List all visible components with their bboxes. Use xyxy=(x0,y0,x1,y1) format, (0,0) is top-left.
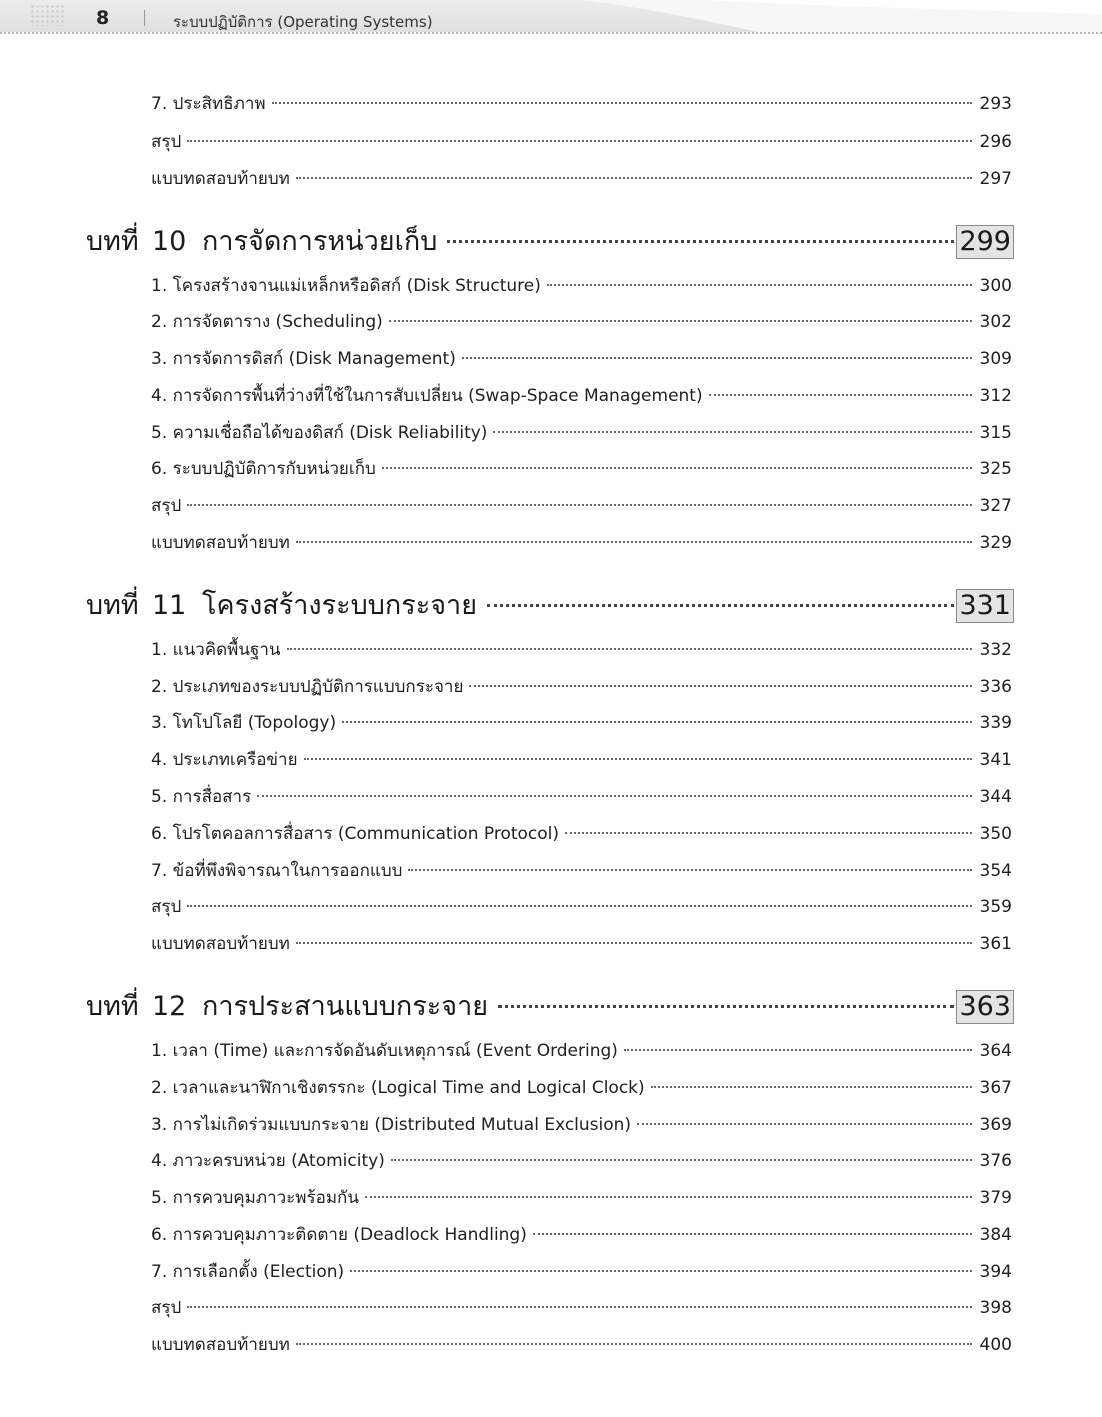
toc-entry[interactable] xyxy=(151,675,1012,699)
toc-entry[interactable] xyxy=(151,531,1012,555)
toc-entry-label: แบบทดสอบท้ายบท xyxy=(151,1335,290,1355)
dot-leader xyxy=(272,102,972,104)
toc-entry-label: 1. แนวคิดพื้นฐาน xyxy=(151,640,281,660)
toc-entry-label: 6. ระบบปฏิบัติการกับหน่วยเก็บ xyxy=(151,459,376,479)
toc-entry-page: 359 xyxy=(979,897,1012,917)
toc-entry-page: 379 xyxy=(979,1188,1012,1208)
toc-entry-label: แบบทดสอบท้ายบท xyxy=(151,934,290,954)
toc-entry-page: 293 xyxy=(979,94,1012,114)
dot-leader xyxy=(624,1049,972,1051)
toc-entry[interactable] xyxy=(151,1186,1012,1210)
toc-entry-page: 296 xyxy=(979,132,1012,152)
toc-entry-label: 2. ประเภทของระบบปฏิบัติการแบบกระจาย xyxy=(151,677,464,697)
toc-entry-page: 361 xyxy=(979,934,1012,954)
toc-entry[interactable] xyxy=(151,1149,1012,1173)
toc-entry-label: 4. ภาวะครบหน่วย (Atomicity) xyxy=(151,1151,385,1171)
toc-entry[interactable] xyxy=(151,1039,1012,1063)
toc-entry[interactable] xyxy=(151,1076,1012,1100)
toc-entry-label: สรุป xyxy=(151,897,182,917)
header-separator xyxy=(144,10,145,26)
toc-entry-page: 384 xyxy=(979,1225,1012,1245)
toc-entry[interactable] xyxy=(151,92,1012,116)
toc-entry-page: 325 xyxy=(979,459,1012,479)
dot-leader xyxy=(637,1123,972,1125)
toc-entry[interactable] xyxy=(151,457,1012,481)
toc-entry[interactable] xyxy=(151,748,1012,772)
toc-entry-label: แบบทดสอบท้ายบท xyxy=(151,169,290,189)
toc-entry[interactable] xyxy=(151,1113,1012,1137)
toc-entry-page: 300 xyxy=(979,276,1012,296)
chapter-prefix: บทที่ xyxy=(86,226,139,257)
toc-entry[interactable] xyxy=(151,859,1012,883)
toc-entry[interactable] xyxy=(151,822,1012,846)
toc-entry[interactable] xyxy=(151,494,1012,518)
toc-entry-page: 394 xyxy=(979,1262,1012,1282)
toc-entry-page: 302 xyxy=(979,312,1012,332)
dot-leader xyxy=(447,240,954,243)
toc-entry-label: 5. ความเชื่อถือได้ของดิสก์ (Disk Reliability) xyxy=(151,423,488,443)
dot-leader xyxy=(304,758,972,760)
dot-leader xyxy=(296,1343,972,1345)
chapter-page-box: 299 xyxy=(956,225,1014,259)
toc-entry-label: 2. การจัดตาราง (Scheduling) xyxy=(151,312,383,332)
chapter-prefix: บทที่ xyxy=(86,590,139,621)
toc-entry-page: 350 xyxy=(979,824,1012,844)
dot-leader xyxy=(257,795,972,797)
toc-entry-label: 3. การจัดการดิสก์ (Disk Management) xyxy=(151,349,456,369)
toc-entry-label: 3. โทโปโลยี (Topology) xyxy=(151,713,337,733)
chapter-title: โครงสร้างระบบกระจาย xyxy=(202,590,478,621)
dot-leader xyxy=(408,869,972,871)
dot-leader xyxy=(709,394,972,396)
toc-entry[interactable] xyxy=(151,1333,1012,1357)
toc-entry-label: 4. การจัดการพื้นที่ว่างที่ใช้ในการสับเปลี่ยน (Swap-Space Management) xyxy=(151,386,703,406)
toc-entry-label: 6. โปรโตคอลการสื่อสาร (Communication Protocol) xyxy=(151,824,560,844)
toc-entry-page: 344 xyxy=(979,787,1012,807)
toc-entry-label: สรุป xyxy=(151,132,182,152)
toc-entry-page: 297 xyxy=(979,169,1012,189)
toc-entry[interactable] xyxy=(151,384,1012,408)
chapter-heading-11[interactable] xyxy=(86,586,1014,626)
page-header xyxy=(0,0,1102,36)
toc-entry[interactable] xyxy=(151,932,1012,956)
dot-leader xyxy=(296,541,972,543)
toc-entry-label: 7. ข้อที่พึงพิจารณาในการออกแบบ xyxy=(151,861,403,881)
dot-leader xyxy=(187,140,972,142)
dot-leader xyxy=(533,1233,972,1235)
toc-entry[interactable] xyxy=(151,1223,1012,1247)
toc-entry-page: 341 xyxy=(979,750,1012,770)
toc-entry[interactable] xyxy=(151,895,1012,919)
page-number: 8 xyxy=(96,7,110,29)
dot-leader xyxy=(296,177,972,179)
dot-leader xyxy=(187,1306,972,1308)
dot-leader xyxy=(296,942,972,944)
dot-leader xyxy=(382,467,972,469)
running-title: ระบบปฏิบัติการ (Operating Systems) xyxy=(173,13,433,31)
toc-entry-page: 336 xyxy=(979,677,1012,697)
chapter-title: การจัดการหน่วยเก็บ xyxy=(202,226,438,257)
toc-entry-label: 2. เวลาและนาฬิกาเชิงตรรกะ (Logical Time and Logical Clock) xyxy=(151,1078,645,1098)
toc-entry-page: 367 xyxy=(979,1078,1012,1098)
toc-entry[interactable] xyxy=(151,167,1012,191)
toc-entry[interactable] xyxy=(151,711,1012,735)
toc-entry-page: 354 xyxy=(979,861,1012,881)
dot-leader xyxy=(391,1159,972,1161)
toc-entry-page: 327 xyxy=(979,496,1012,516)
chapter-page-box: 363 xyxy=(956,990,1014,1024)
toc-entry-page: 332 xyxy=(979,640,1012,660)
dot-leader xyxy=(350,1270,972,1272)
toc-entry-label: 4. ประเภทเครือข่าย xyxy=(151,750,298,770)
header-swoosh-decoration xyxy=(0,0,1102,32)
dot-leader xyxy=(651,1086,972,1088)
chapter-title: การประสานแบบกระจาย xyxy=(202,991,489,1022)
dot-leader xyxy=(365,1196,972,1198)
toc-entry-label: 6. การควบคุมภาวะติดตาย (Deadlock Handling) xyxy=(151,1225,527,1245)
toc-entry-label: แบบทดสอบท้ายบท xyxy=(151,533,290,553)
toc-entry-page: 400 xyxy=(979,1335,1012,1355)
toc-entry-page: 339 xyxy=(979,713,1012,733)
dot-leader xyxy=(342,721,972,723)
toc-entry[interactable] xyxy=(151,1260,1012,1284)
dot-leader xyxy=(187,504,972,506)
toc-entry-label: สรุป xyxy=(151,496,182,516)
toc-entry[interactable] xyxy=(151,638,1012,662)
header-dot-pattern xyxy=(30,4,64,26)
dot-leader xyxy=(565,832,972,834)
dot-leader xyxy=(487,604,954,607)
dot-leader xyxy=(547,284,972,286)
toc-entry-label: 1. เวลา (Time) และการจัดอันดับเหตุการณ์ (Event Ordering) xyxy=(151,1041,618,1061)
toc-entry-label: สรุป xyxy=(151,1298,182,1318)
toc-entry[interactable] xyxy=(151,421,1012,445)
toc-entry[interactable] xyxy=(151,347,1012,371)
toc-entry[interactable] xyxy=(151,1296,1012,1320)
chapter-number: 11 xyxy=(152,590,187,621)
chapter-prefix: บทที่ xyxy=(86,991,139,1022)
toc-entry-page: 309 xyxy=(979,349,1012,369)
chapter-number: 12 xyxy=(152,991,187,1022)
toc-entry[interactable] xyxy=(151,310,1012,334)
dot-leader xyxy=(187,905,972,907)
dot-leader xyxy=(462,357,972,359)
toc-entry-page: 315 xyxy=(979,423,1012,443)
toc-entry-label: 3. การไม่เกิดร่วมแบบกระจาย (Distributed Mutual Exclusion) xyxy=(151,1115,632,1135)
toc-entry-page: 369 xyxy=(979,1115,1012,1135)
toc-entry-page: 312 xyxy=(979,386,1012,406)
chapter-heading-10[interactable] xyxy=(86,222,1014,262)
dot-leader xyxy=(389,320,972,322)
toc-entry-label: 7. ประสิทธิภาพ xyxy=(151,94,266,114)
toc-entry[interactable] xyxy=(151,130,1012,154)
toc-entry-page: 398 xyxy=(979,1298,1012,1318)
toc-entry-label: 5. การควบคุมภาวะพร้อมกัน xyxy=(151,1188,359,1208)
toc-entry[interactable] xyxy=(151,274,1012,298)
dot-leader xyxy=(498,1005,954,1008)
dot-leader xyxy=(493,431,972,433)
chapter-page-box: 331 xyxy=(956,589,1014,623)
toc-entry-page: 364 xyxy=(979,1041,1012,1061)
toc-entry-label: 7. การเลือกตั้ง (Election) xyxy=(151,1262,345,1282)
chapter-number: 10 xyxy=(152,226,187,257)
toc-entry-page: 376 xyxy=(979,1151,1012,1171)
toc-entry-page: 329 xyxy=(979,533,1012,553)
dot-leader xyxy=(287,648,972,650)
chapter-heading-12[interactable] xyxy=(86,987,1014,1027)
header-dotted-rule xyxy=(0,32,1102,36)
toc-entry[interactable] xyxy=(151,785,1012,809)
toc-entry-label: 1. โครงสร้างจานแม่เหล็กหรือดิสก์ (Disk Structure) xyxy=(151,276,541,296)
dot-leader xyxy=(469,685,972,687)
toc-entry-label: 5. การสื่อสาร xyxy=(151,787,252,807)
